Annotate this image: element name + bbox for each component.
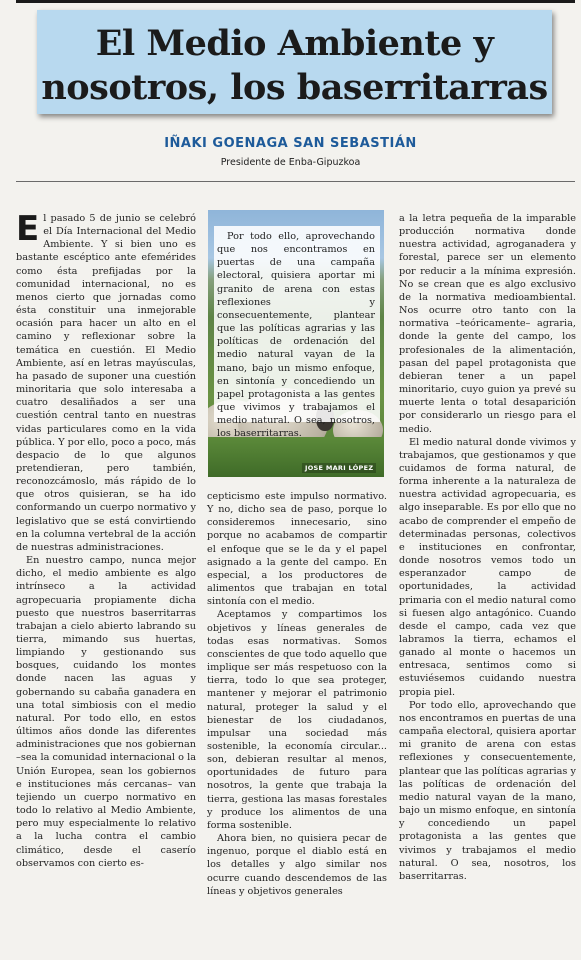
article-column-3: [399, 212, 576, 883]
paragraph: Aceptamos y compartimos los objetivos y líneas generales de todas esas normativas. Somos conscientes de que todo aquello que implique ser más respetuoso con la tierra, todo lo que sea proteger, mantener y mejorar el patrimonio natural, proteger la salud y el bienestar de los ciudadanos, impulsar una sociedad más sostenible, la economía circular... son, debieran resultar al menos, oportunidades de futuro para nosotros, la gente que trabaja la tierra, gestiona las masas forestales y produce los alimentos de una forma sostenible.: [207, 609, 387, 831]
paragraph: [16, 209, 196, 554]
author-name: IÑAKI GOENAGA SAN SEBASTIÁN: [164, 136, 417, 151]
paragraph: Ahora bien, no quisiera pecar de ingenuo, porque el diablo está en los detalles y algo similar nos ocurre cuando descendemos de las líneas y objetivos generales: [207, 833, 387, 897]
paragraph: cepticismo este impulso normativo. Y no, dicho sea de paso, porque lo consideremos innecesario, sino porque no acabamos de compartir el enfoque que se le da y el papel asignado a la gente del campo. En especial, a los productores de alimentos que trabajan en total sintonía con el medio.: [207, 491, 387, 608]
paragraph-text: l pasado 5 de junio se celebró el Día Internacional del Medio Ambiente. Y si bien uno es bastante escéptico ante efemérides como ésta prefijadas por la comunidad internacional, no es menos cierto que jornadas como ésta constituir una inmejorable ocasión para hacer un alto en el camino y reflexionar sobre la temática en cuestión. El Medio Ambiente, así en letras mayúsculas, ha pasado de suponer una cuestión minoritaria que solo interesaba a cuatro desaliñados a ser una cuestión central tanto en nuestras vidas particulares como en la vida pública. Y por ello, poco a poco, más despacio de lo que algunos pretendieran, pero también, reconozcámoslo, más rápido de lo que otros quisieran, se ha ido conformando un cuerpo normativo y legislativo que se está convirtiendo en la columna vertebral de la acción de nuestras administraciones.: [16, 213, 196, 553]
paragraph: Por todo ello, aprovechando que nos encontramos en puertas de una campaña electoral, quisiera aportar mi granito de arena con estas reflexiones y consecuentemente, plantear que las políticas agrarias y las políticas de ordenación del medio natural vayan de la mano, bajo un mismo enfoque, en sintonía y concediendo un papel protagonista a las gentes que vivimos y trabajamos el medio natural. O sea, nosotros, los baserritarras.: [399, 699, 576, 882]
paragraph: El medio natural donde vivimos y trabajamos, que gestionamos y que cuidamos de forma natural, de forma inherente a la naturaleza de nuestra actividad agropecuaria, es algo inseparable. Es por ello que no acabo de comprender el empeño de determinadas personas, colectivos e instituciones en confrontar, donde nosotros vemos todo un esperanzador campo de oportunidades, la actividad primaria con el medio natural como si fuesen algo antagónico. Cuando desde el campo, cada vez que labramos la tierra, echamos el ganado al monte o hacemos un entresaca, sentimos como si estuviésemos cuidando nuestra propia piel.: [399, 436, 576, 698]
headline-line-1: El Medio Ambiente y: [95, 23, 494, 64]
paragraph: En nuestro campo, nunca mejor dicho, el medio ambiente es algo intrínseco a la actividad agropecuaria propiamente dicha puesto que nuestros baserritarras trabajan a cielo abierto labrando su tierra, mimando sus huertas, limpiando y gestionando sus bosques, cuidando los montes donde nacen las aguas y gobernando su cabaña ganadera en una total simbiosis con el medio natural. Por todo ello, en estos últimos años donde las diferentes administraciones que nos gobiernan –sea la comunidad internacional o la Unión Europea, sean los gobiernos e instituciones más cercanas– van tejiendo un cuerpo normativo en todo lo relativo al Medio Ambiente, pero muy especialmente lo relativo a la lucha contra el cambio climático, desde el caserío observamos con cierto es-: [16, 555, 196, 869]
pull-quote: Por todo ello, aprovechando que nos encontramos en puertas de una campaña electoral, quisiera aportar mi granito de arena con estas reflexiones y consecuentemente, plantear que las políticas agrarias y las políticas de ordenación del medio natural vayan de la mano, bajo un mismo enfoque, en sintonía y concediendo un papel protagonista a las gentes que vivimos y trabajamos el medio natural. O sea, nosotros, los baserritarras.: [214, 226, 380, 422]
photo-credit: JOSE MARI LÓPEZ: [302, 463, 376, 473]
article-column-2: [207, 490, 387, 898]
headline-box: [37, 10, 552, 114]
headline-line-2: nosotros, los baserritarras: [41, 67, 548, 108]
byline-divider: [16, 181, 575, 182]
headline: [37, 10, 552, 110]
article-column-1: [16, 209, 196, 870]
paragraph: a la letra pequeña de la imparable producción normativa donde nuestra actividad, agroganadera y forestal, parece ser un elemento por reducir a la mínima expresión. No se crean que es algo exclusivo de la normativa medioambiental. Nos ocurre otro tanto con la normativa –teóricamente– agraria, donde la gente del campo, los profesionales de la alimentación, pasan del papel protagonista que debieran tener a un papel minoritario, cuyo guion ya prevé su muerte lenta o total desaparición por considerarlo un riesgo para el medio.: [399, 213, 576, 435]
author-role: Presidente de Enba-Gipuzkoa: [220, 157, 361, 168]
top-rule: [16, 0, 575, 3]
drop-cap: E: [16, 209, 40, 249]
